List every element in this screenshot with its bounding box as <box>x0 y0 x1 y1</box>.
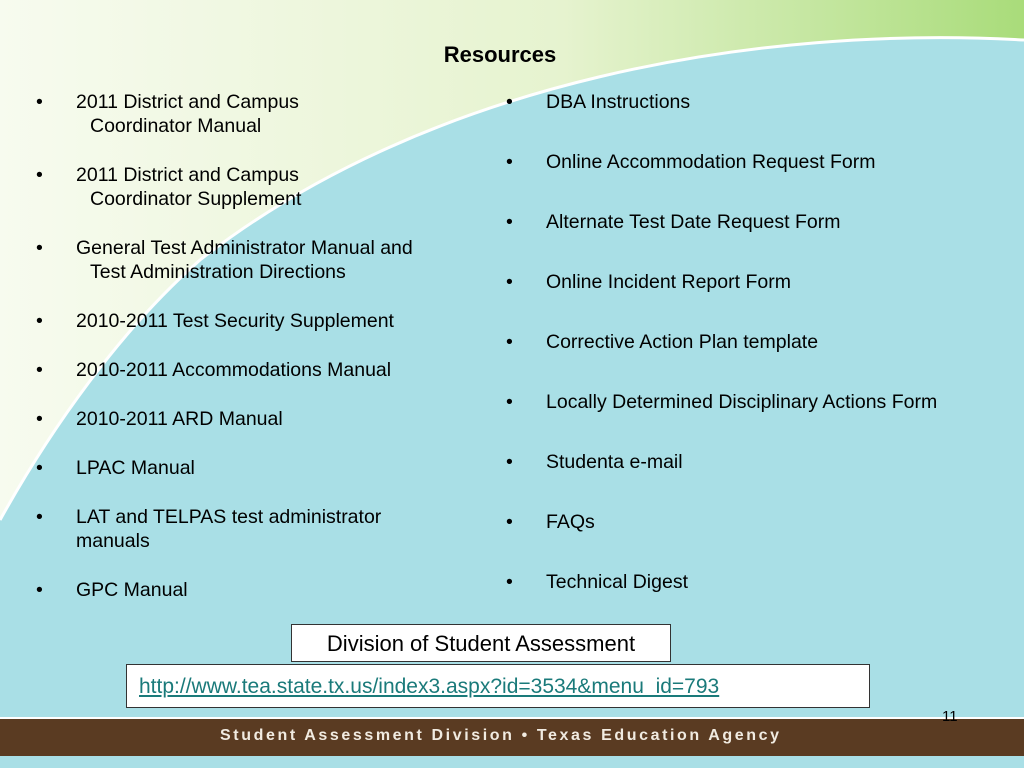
list-item[interactable]: • 2010-2011 Test Security Supplement <box>36 309 486 333</box>
list-item[interactable]: • Online Incident Report Form <box>506 270 1016 294</box>
list-item[interactable]: • Online Accommodation Request Form <box>506 150 1016 174</box>
list-item[interactable]: • FAQs <box>506 510 1016 534</box>
list-item[interactable]: • 2011 District and Campus Coordinator Manual <box>36 90 486 138</box>
list-item[interactable]: • DBA Instructions <box>506 90 1016 114</box>
list-item[interactable]: • Locally Determined Disciplinary Actions Form <box>506 390 1016 414</box>
list-item[interactable]: • GPC Manual <box>36 578 486 602</box>
left-resource-list <box>36 90 486 627</box>
url-box <box>126 664 870 708</box>
list-item[interactable]: • Technical Digest <box>506 570 1016 594</box>
list-item[interactable]: • 2011 District and Campus Coordinator Supplement <box>36 163 486 211</box>
list-item[interactable]: • LPAC Manual <box>36 456 486 480</box>
footer-text: Student Assessment Division • Texas Education Agency <box>220 727 782 744</box>
page-number: 11 <box>942 708 958 725</box>
list-item[interactable]: • 2010-2011 ARD Manual <box>36 407 486 431</box>
page-title: Resources <box>443 42 557 67</box>
bottom-strip <box>0 756 1024 768</box>
list-item[interactable]: • 2010-2011 Accommodations Manual <box>36 358 486 382</box>
resources-url-link[interactable]: http://www.tea.state.tx.us/index3.aspx?id=3534&menu_id=793 <box>139 675 720 698</box>
list-item[interactable]: • Alternate Test Date Request Form <box>506 210 1016 234</box>
list-item[interactable]: • Studenta e-mail <box>506 450 1016 474</box>
list-item[interactable]: • General Test Administrator Manual and Test Administration Directions <box>36 236 486 284</box>
list-item[interactable]: • LAT and TELPAS test administrator manuals <box>36 505 486 553</box>
division-label-box: Division of Student Assessment <box>291 624 671 662</box>
right-resource-list <box>506 90 1016 630</box>
list-item[interactable]: • Corrective Action Plan template <box>506 330 1016 354</box>
